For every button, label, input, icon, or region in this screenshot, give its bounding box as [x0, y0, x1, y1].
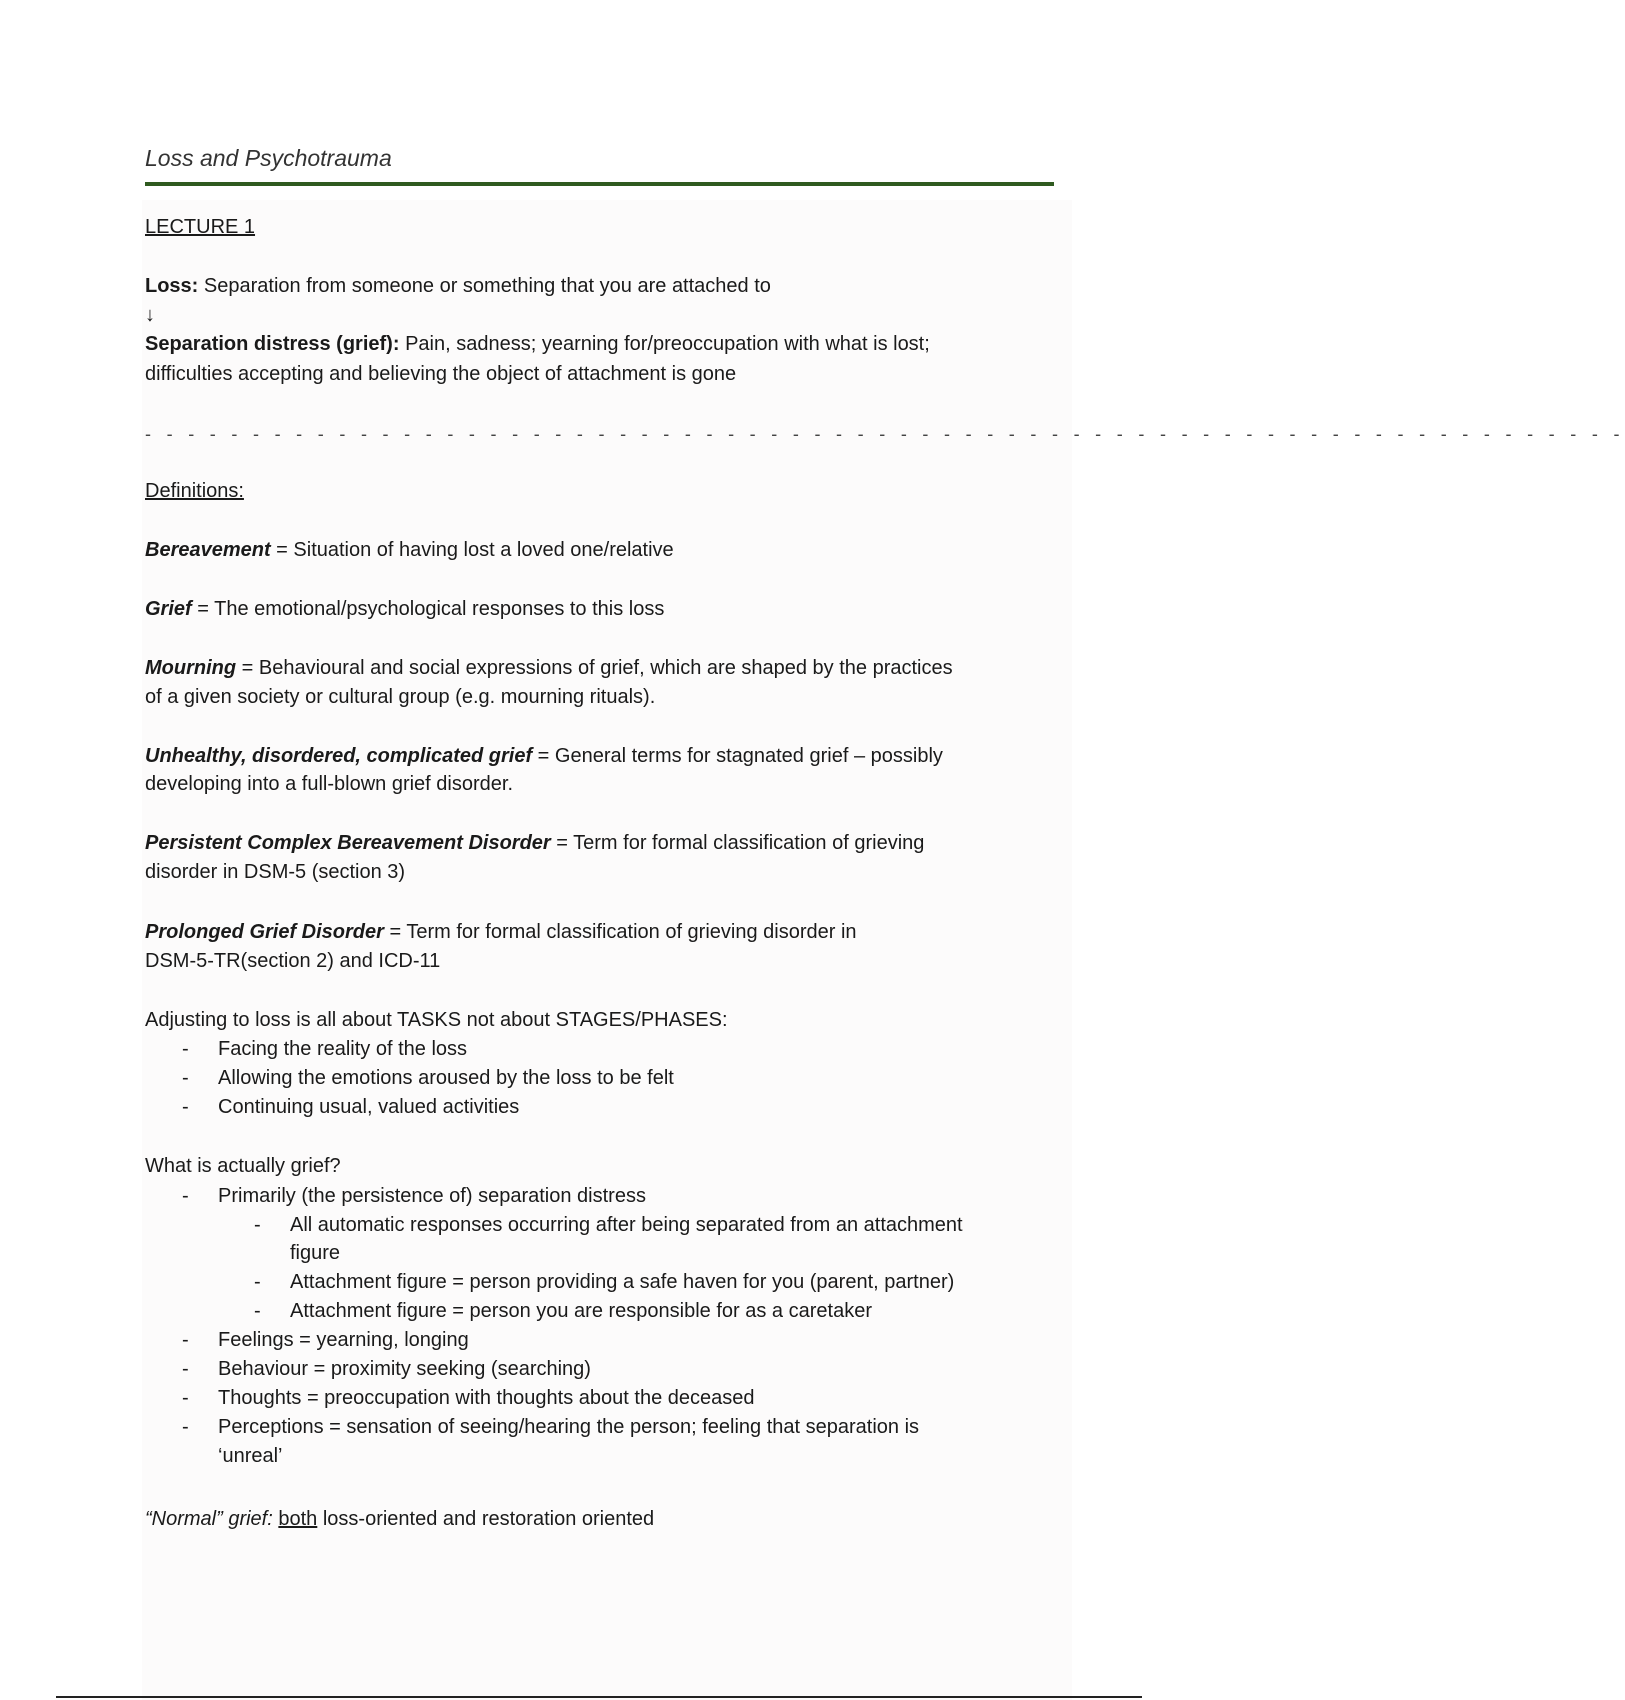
list-item-text: Behaviour = proximity seeking (searching) [218, 1358, 591, 1380]
definition-term: Prolonged Grief Disorder [145, 921, 384, 943]
grief-heading: What is actually grief? [145, 1155, 341, 1177]
definition-bereavement [145, 536, 674, 565]
definition-text: = Situation of having lost a loved one/relative [270, 539, 674, 561]
list-item-text: Feelings = yearning, longing [218, 1329, 469, 1351]
list-item-text: All automatic responses occurring after being separated from an attachment [290, 1214, 963, 1236]
bullet-marker: - [182, 1329, 189, 1351]
loss-text: Separation from someone or something that you are attached to [198, 275, 771, 297]
definition-pcbd-cont: disorder in DSM-5 (section 3) [145, 861, 406, 883]
header-rule [145, 182, 1054, 186]
definition-term: Bereavement [145, 539, 271, 561]
list-item [182, 1326, 469, 1355]
list-item-cont: ‘unreal’ [218, 1445, 283, 1467]
separation-distress-term: Separation distress (grief): [145, 333, 400, 355]
bullet-marker: - [182, 1416, 189, 1438]
sub-list-item [254, 1297, 872, 1326]
sub-list-item [254, 1211, 963, 1240]
list-item-text: Continuing usual, valued activities [218, 1096, 520, 1118]
lecture-heading: LECTURE 1 [145, 216, 256, 238]
sub-list-item [254, 1268, 955, 1297]
definition-text: = General terms for stagnated grief – possibly [532, 745, 943, 767]
list-item [182, 1384, 755, 1413]
bullet-marker: - [254, 1300, 261, 1322]
list-item-text: Primarily (the persistence of) separation distress [218, 1185, 646, 1207]
dashed-separator: - - - - - - - - - - - - - - - - - - - - - - - - - - - - - - - - - - - - - - - - - - - - - - - - - - - - - - - - - - - - - - - - - - - - - [145, 424, 1625, 444]
arrow-down: ↓ [145, 304, 155, 326]
definition-complicated-grief [145, 742, 943, 771]
definition-text: = Term for formal classification of grieving disorder in [383, 921, 857, 943]
list-item-text: Facing the reality of the loss [218, 1038, 468, 1060]
normal-grief-line [145, 1505, 654, 1534]
normal-grief-label: “Normal” grief: [145, 1508, 273, 1530]
definition-term: Mourning [145, 657, 237, 679]
definition-term: Persistent Complex Bereavement Disorder [145, 832, 551, 854]
list-item-text: Perceptions = sensation of seeing/hearing the person; feeling that separation is [218, 1416, 920, 1438]
separation-distress-definition [145, 330, 930, 359]
definitions-heading: Definitions: [145, 480, 244, 502]
bullet-marker: - [182, 1096, 189, 1118]
normal-grief-text: loss-oriented and restoration oriented [317, 1508, 655, 1530]
list-item [182, 1064, 674, 1093]
list-item [182, 1093, 520, 1122]
definition-pgd-cont: DSM-5-TR(section 2) and ICD-11 [145, 950, 441, 972]
bullet-marker: - [182, 1185, 189, 1207]
separation-distress-text-2: difficulties accepting and believing the object of attachment is gone [145, 363, 737, 385]
list-item [182, 1355, 591, 1384]
definition-text: = Behavioural and social expressions of grief, which are shaped by the practices [236, 657, 953, 679]
definition-text: = Term for formal classification of grieving [550, 832, 925, 854]
list-item-text: Thoughts = preoccupation with thoughts about the deceased [218, 1387, 755, 1409]
bullet-marker: - [254, 1271, 261, 1293]
document-header-title: Loss and Psychotrauma [145, 145, 392, 171]
list-item-text: Attachment figure = person you are responsible for as a caretaker [290, 1300, 872, 1322]
tasks-heading: Adjusting to loss is all about TASKS not about STAGES/PHASES: [145, 1009, 728, 1031]
page-bottom-rule [56, 1696, 1142, 1698]
bullet-marker: - [182, 1067, 189, 1089]
loss-definition [145, 272, 771, 301]
separation-distress-text-1: Pain, sadness; yearning for/preoccupation with what is lost; [399, 333, 930, 355]
list-item-text: Attachment figure = person providing a safe haven for you (parent, partner) [290, 1271, 955, 1293]
definition-pcbd [145, 829, 924, 858]
bullet-marker: - [254, 1214, 261, 1236]
definition-term: Unhealthy, disordered, complicated grief [145, 745, 533, 767]
list-item [182, 1413, 920, 1442]
list-item-text: Allowing the emotions aroused by the loss to be felt [218, 1067, 674, 1089]
sub-list-item-cont: figure [290, 1242, 341, 1264]
definition-text: = The emotional/psychological responses to this loss [191, 598, 665, 620]
definition-pgd [145, 918, 857, 947]
list-item [182, 1035, 468, 1064]
normal-grief-both: both [278, 1508, 318, 1530]
bullet-marker: - [182, 1358, 189, 1380]
definition-mourning [145, 654, 953, 683]
loss-term: Loss: [145, 275, 199, 297]
definition-grief [145, 595, 664, 624]
definition-complicated-grief-cont: developing into a full-blown grief disorder. [145, 773, 513, 795]
definition-term: Grief [145, 598, 192, 620]
list-item [182, 1182, 646, 1211]
bullet-marker: - [182, 1387, 189, 1409]
definition-mourning-cont: of a given society or cultural group (e.g. mourning rituals). [145, 686, 656, 708]
bullet-marker: - [182, 1038, 189, 1060]
